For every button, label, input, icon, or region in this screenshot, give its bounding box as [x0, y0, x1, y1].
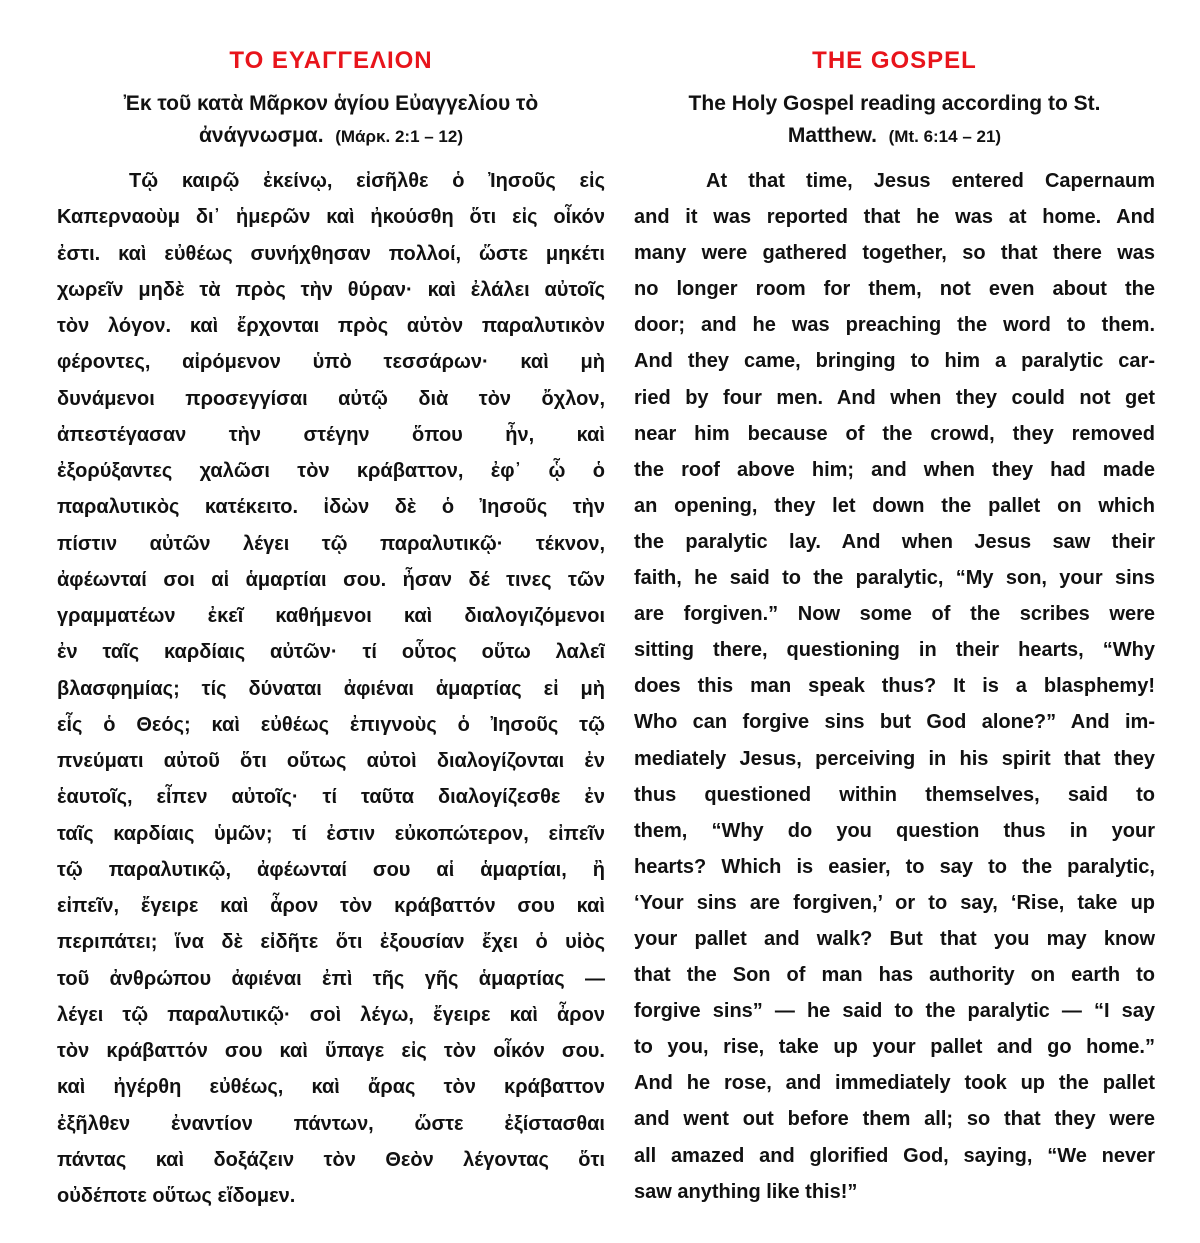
text-line: ἐξορύξαντες χαλῶσι τὸν κράβαττον, ἐφ᾽ ᾧ ὁ: [57, 460, 605, 482]
text-line: τὸν λόγον. καὶ ἔρχονται πρὸς αὐτὸν παραλυτικὸν: [57, 315, 605, 337]
greek-subtitle: Ἐκ τοῦ κατὰ Μᾶρκον ἁγίου Εὐαγγελίου τὸ: [123, 92, 539, 115]
greek-subtitle-line2: [37, 124, 625, 148]
text-line: hearts? Which is easier, to say to the paralytic,: [634, 855, 1155, 878]
text-line: all amazed and glorified God, saying, “We never: [634, 1144, 1155, 1167]
text-line: and it was reported that he was at home. And: [634, 206, 1155, 229]
text-line: At that time, Jesus entered Capernaum: [706, 170, 1155, 192]
text-line: φέροντες, αἰρόμενον ὑπὸ τεσσάρων· καὶ μὴ: [57, 351, 605, 374]
text-line: τῷ παραλυτικῷ, ἀφέωνταί σου αἱ ἁμαρτίαι, ἢ: [57, 858, 605, 881]
text-line: εἷς ὁ Θεός; καὶ εὐθέως ἐπιγνοὺς ὁ Ἰησοῦς τῷ: [57, 713, 605, 736]
text-line: the paralytic lay. And when Jesus saw their: [634, 530, 1155, 553]
text-line: χωρεῖν μηδὲ τὰ πρὸς τὴν θύραν· καὶ ἐλάλει αὐτοῖς: [57, 278, 605, 301]
text-line: are forgiven.” Now some of the scribes were: [634, 603, 1155, 626]
text-line: the roof above him; and when they had made: [634, 458, 1155, 481]
text-line: γραμματέων ἐκεῖ καθήμενοι καὶ διαλογιζόμενοι: [57, 605, 605, 627]
english-body: [634, 163, 1155, 1210]
text-line: παραλυτικὸς κατέκειτο. ἰδὼν δὲ ὁ Ἰησοῦς τὴν: [57, 496, 605, 519]
text-line: thus questioned within themselves, said to: [634, 783, 1155, 806]
text-line: βλασφημίας; τίς δύναται ἀφιέναι ἁμαρτίας εἰ μὴ: [57, 677, 605, 700]
english-reference: (Mt. 6:14 – 21): [888, 127, 1002, 146]
text-line: πνεύματι αὐτοῦ ὅτι οὕτως αὐτοὶ διαλογίζονται ἐν: [57, 750, 605, 772]
greek-title: ΤΟ ΕΥΑΓΓΕΛΙΟΝ: [229, 47, 433, 74]
text-line: faith, he said to the paralytic, “My son, your sins: [634, 567, 1155, 590]
text-line: τὸν κράβαττόν σου καὶ ὕπαγε εἰς τὸν οἶκόν σου.: [57, 1040, 605, 1062]
text-line: forgive sins” — he said to the paralytic — “I say: [634, 1000, 1155, 1023]
text-line: your pallet and walk? But that you may know: [634, 927, 1155, 950]
text-line: εἰπεῖν, ἔγειρε καὶ ἆρον τὸν κράβαττόν σου καὶ: [57, 895, 605, 917]
text-line: that the Son of man has authority on earth to: [634, 964, 1155, 987]
text-line: mediately Jesus, perceiving in his spirit that they: [634, 747, 1155, 770]
text-line: ἀφέωνταί σοι αἱ ἁμαρτίαι σου. ἦσαν δέ τινες τῶν: [57, 568, 605, 591]
text-line: ἐξῆλθεν ἐναντίον πάντων, ὥστε ἐξίστασθαι: [57, 1112, 605, 1135]
text-line: no longer room for them, not even about the: [634, 278, 1155, 301]
text-line: πάντας καὶ δοξάζειν τὸν Θεὸν λέγοντας ὅτι: [57, 1148, 605, 1171]
text-line: Καπερναοὺμ δι᾽ ἡμερῶν καὶ ἠκούσθη ὅτι εἰς οἶκόν: [57, 206, 605, 229]
text-line: and went out before them all; so that they were: [634, 1108, 1155, 1131]
text-line: to you, rise, take up your pallet and go home.”: [634, 1036, 1155, 1059]
text-line: ried by four men. And when they could not get: [634, 386, 1155, 409]
text-line: ‘Your sins are forgiven,’ or to say, ‘Rise, take up: [634, 891, 1155, 914]
greek-body: [57, 163, 605, 1214]
text-line: Τῷ καιρῷ ἐκείνῳ, εἰσῆλθε ὁ Ἰησοῦς εἰς: [129, 170, 605, 192]
english-title: THE GOSPEL: [812, 47, 977, 74]
text-line: ἀπεστέγασαν τὴν στέγην ὅπου ἦν, καὶ: [57, 423, 605, 446]
text-line: ταῖς καρδίαις ὑμῶν; τί ἐστιν εὐκοπώτερον, εἰπεῖν: [57, 822, 605, 845]
text-line: them, “Why do you question thus in your: [634, 819, 1155, 842]
text-line: οὐδέποτε οὕτως εἴδομεν.: [57, 1185, 296, 1207]
text-line: περιπάτει; ἵνα δὲ εἰδῆτε ὅτι ἐξουσίαν ἔχει ὁ υἱὸς: [57, 931, 605, 954]
text-line: Who can forgive sins but God alone?” And im-: [634, 711, 1155, 734]
greek-reference: (Μάρκ. 2:1 – 12): [335, 127, 463, 146]
text-line: πίστιν αὐτῶν λέγει τῷ παραλυτικῷ· τέκνον,: [57, 532, 605, 555]
english-subtitle-line2: [614, 124, 1175, 148]
text-line: δυνάμενοι προσεγγίσαι αὐτῷ διὰ τὸν ὄχλον,: [57, 387, 605, 410]
text-line: near him because of the crowd, they removed: [634, 422, 1155, 445]
text-line: And they came, bringing to him a paralytic car-: [634, 350, 1155, 373]
text-line: many were gathered together, so that there was: [634, 242, 1155, 265]
text-line: And he rose, and immediately took up the pallet: [634, 1072, 1155, 1095]
text-line: does this man speak thus? It is a blasphemy!: [634, 675, 1155, 698]
text-line: ἐστι. καὶ εὐθέως συνήχθησαν πολλοί, ὥστε μηκέτι: [57, 242, 605, 265]
greek-subtitle-end: ἀνάγνωσμα.: [199, 124, 324, 147]
text-line: ἐν ταῖς καρδίαις αὐτῶν· τί οὗτος οὕτω λαλεῖ: [57, 641, 605, 664]
text-line: ἑαυτοῖς, εἶπεν αὐτοῖς· τί ταῦτα διαλογίζεσθε ἐν: [57, 786, 605, 809]
text-line: τοῦ ἀνθρώπου ἀφιέναι ἐπὶ τῆς γῆς ἁμαρτίας —: [57, 967, 605, 990]
text-line: sitting there, questioning in their hearts, “Why: [634, 639, 1155, 662]
text-line: saw anything like this!”: [634, 1180, 858, 1203]
text-line: καὶ ἠγέρθη εὐθέως, καὶ ἄρας τὸν κράβαττον: [57, 1076, 605, 1099]
english-subtitle-end: Matthew.: [787, 124, 877, 147]
text-line: λέγει τῷ παραλυτικῷ· σοὶ λέγω, ἔγειρε καὶ ἆρον: [57, 1003, 605, 1026]
text-line: door; and he was preaching the word to them.: [634, 314, 1155, 337]
english-subtitle: The Holy Gospel reading according to St.: [688, 92, 1101, 115]
text-line: an opening, they let down the pallet on which: [634, 494, 1155, 517]
